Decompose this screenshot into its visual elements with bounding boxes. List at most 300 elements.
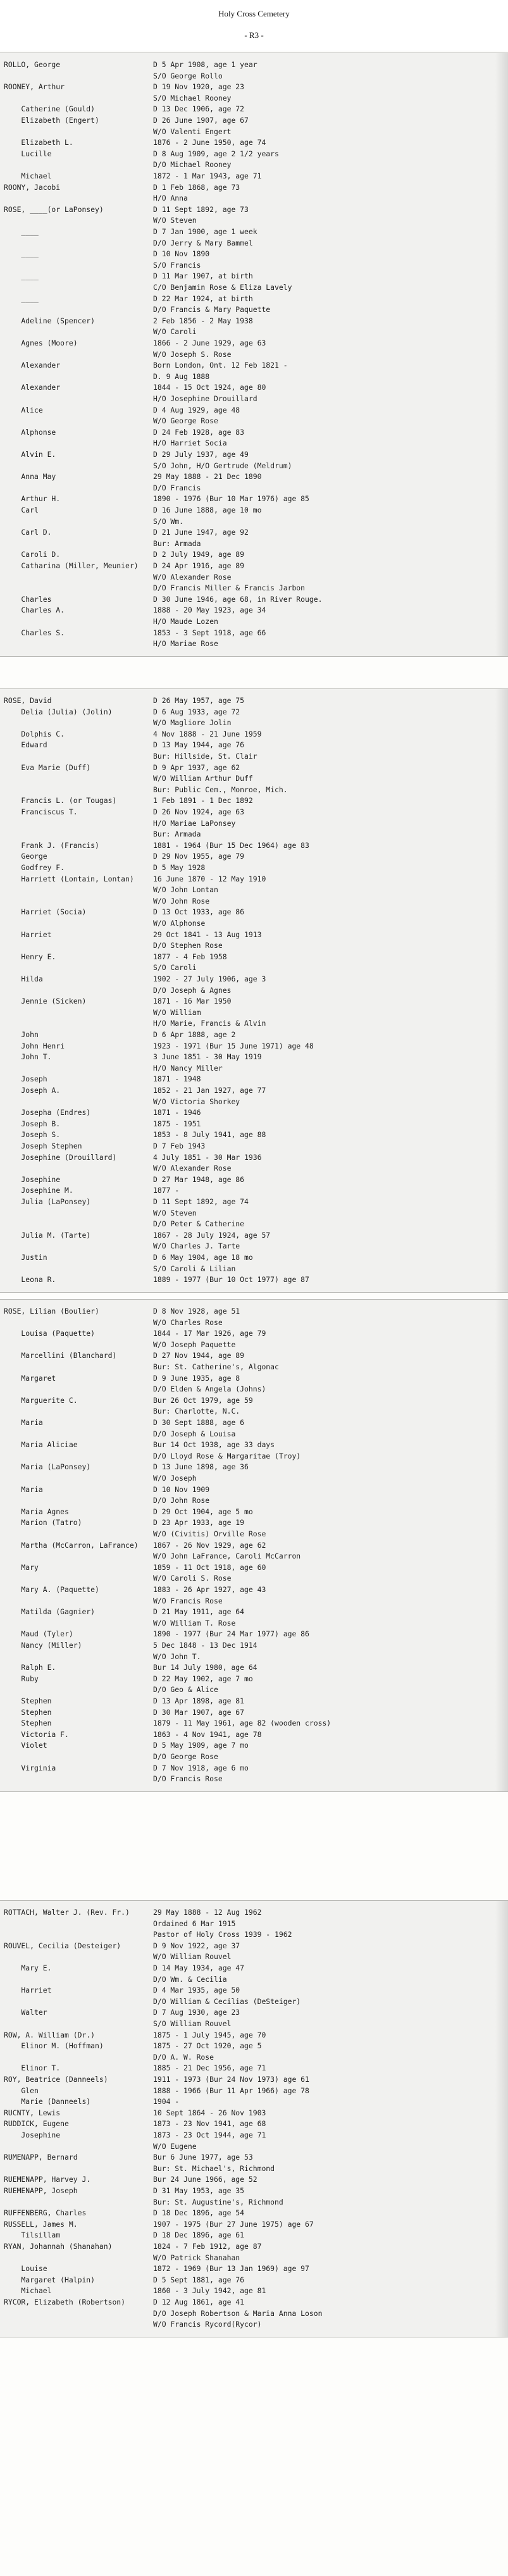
record-line [4, 327, 504, 337]
record-detail: W/O Joseph Paquette [153, 1340, 236, 1349]
record-detail: D 13 Oct 1933, age 86 [153, 907, 245, 916]
record-detail: 10 Sept 1864 - 26 Nov 1903 [153, 2108, 266, 2117]
record-name: ____ [4, 271, 39, 280]
record-line [4, 1729, 504, 1739]
record-detail: 29 May 1888 - 21 Dec 1890 [153, 472, 262, 481]
record-name: Nancy (Miller) [4, 1641, 82, 1650]
record-name: ____ [4, 227, 39, 236]
record-detail: D 9 Nov 1922, age 37 [153, 1941, 240, 1950]
record-detail: C/O Benjamin Rose & Eliza Lavely [153, 283, 292, 292]
record-name: Anna May [4, 472, 56, 481]
record-detail: 1867 - 26 Nov 1929, age 62 [153, 1541, 266, 1550]
record-detail: 1875 - 1 July 1945, age 70 [153, 2031, 266, 2039]
record-line [4, 1219, 504, 1229]
record-detail: Bur 26 Oct 1979, age 59 [153, 1396, 253, 1405]
record-name: RYCOR, Elizabeth (Robertson) [4, 2298, 126, 2306]
record-name: ROSE, Lilian (Boulier) [4, 1307, 99, 1316]
record-name: Joseph S. [4, 1130, 61, 1139]
record-line [4, 1951, 504, 1962]
record-detail: 1877 - [153, 1186, 180, 1195]
record-detail: Ordained 6 Mar 1915 [153, 1919, 236, 1928]
record-line [4, 115, 504, 125]
record-line [4, 2319, 504, 2329]
record-detail: 1872 - 1969 (Bur 13 Jan 1969) age 97 [153, 2264, 309, 2273]
record-detail: W/O Caroli S. Rose [153, 1574, 232, 1583]
record-detail: 1875 - 27 Oct 1920, age 5 [153, 2041, 262, 2050]
record-detail: D/O Joseph Robertson & Maria Anna Loson [153, 2309, 323, 2318]
record-detail: D 13 Apr 1898, age 81 [153, 1696, 245, 1705]
record-name: Frank J. (Francis) [4, 841, 99, 850]
record-detail: 1890 - 1976 (Bur 10 Mar 1976) age 85 [153, 494, 309, 503]
record-line [4, 940, 504, 950]
record-line [4, 1018, 504, 1028]
record-name: Marion (Tatro) [4, 1518, 82, 1527]
record-line [4, 1573, 504, 1583]
record-detail: D/O Lloyd Rose & Margaritae (Troy) [153, 1452, 301, 1460]
record-detail: D/O George Rose [153, 1752, 218, 1761]
record-detail: 1904 - [153, 2097, 180, 2106]
record-detail: 1875 - 1951 [153, 1119, 201, 1128]
record-detail: 16 June 1870 - 12 May 1910 [153, 874, 266, 883]
record-line [4, 1640, 504, 1650]
record-detail: D 26 May 1957, age 75 [153, 696, 245, 705]
record-detail: 1877 - 4 Feb 1958 [153, 952, 227, 961]
record-line [4, 1264, 504, 1274]
record-line [4, 2141, 504, 2151]
record-name: ROSE, David [4, 696, 52, 705]
record-detail: 1860 - 3 July 1942, age 81 [153, 2286, 266, 2295]
record-detail: H/O Anna [153, 194, 188, 202]
record-name: RUSSELL, James M. [4, 2220, 78, 2229]
record-name: Joseph A. [4, 1086, 61, 1095]
record-name: Glen [4, 2086, 39, 2095]
record-line [4, 1484, 504, 1495]
record-name: RYAN, Johannah (Shanahan) [4, 2242, 113, 2251]
record-line [4, 1141, 504, 1151]
record-detail: S/O John, H/O Gertrude (Meldrum) [153, 461, 292, 470]
record-name: Carl [4, 506, 39, 514]
record-line [4, 1696, 504, 1706]
record-name: Josephine M. [4, 1186, 73, 1195]
record-name: Alice [4, 406, 43, 414]
record-detail: W/O John T. [153, 1652, 201, 1661]
record-detail: Bur 6 June 1977, age 53 [153, 2153, 253, 2162]
record-line [4, 1517, 504, 1528]
record-name: Josephine [4, 2131, 61, 2139]
record-line [4, 416, 504, 426]
record-line [4, 494, 504, 504]
record-line [4, 2119, 504, 2129]
record-detail: D 24 Apr 1916, age 89 [153, 561, 245, 570]
record-line [4, 605, 504, 615]
record-line [4, 1052, 504, 1062]
record-detail: S/O Francis [153, 261, 201, 270]
record-line [4, 594, 504, 604]
record-line [4, 572, 504, 582]
record-detail: 1883 - 26 Apr 1927, age 43 [153, 1585, 266, 1594]
record-line [4, 1507, 504, 1517]
record-line [4, 1774, 504, 1784]
record-line [4, 71, 504, 81]
record-detail: W/O Patrick Shanahan [153, 2253, 240, 2262]
record-line [4, 471, 504, 482]
record-name: Alexander [4, 383, 61, 392]
record-line [4, 1429, 504, 1439]
record-name: Caroli D. [4, 550, 61, 559]
record-name: Julia M. (Tarte) [4, 1231, 91, 1240]
record-name: Harriet (Socia) [4, 907, 87, 916]
record-detail: 4 July 1851 - 30 Mar 1936 [153, 1153, 262, 1162]
record-name: Alphonse [4, 428, 56, 437]
record-detail: H/O Josephine Drouillard [153, 394, 257, 403]
record-detail: D 13 June 1898, age 36 [153, 1462, 249, 1471]
record-name: John T. [4, 1052, 52, 1061]
record-detail: 1871 - 1948 [153, 1074, 201, 1083]
record-line [4, 1451, 504, 1461]
record-line [4, 1718, 504, 1728]
record-line [4, 2308, 504, 2318]
record-detail: D/O John Rose [153, 1496, 210, 1505]
record-name: Walter [4, 2008, 47, 2017]
record-name: Maria [4, 1418, 43, 1427]
record-name: Francis L. (or Tougas) [4, 796, 117, 805]
record-line [4, 807, 504, 817]
record-detail: 5 Dec 1848 - 13 Dec 1914 [153, 1641, 257, 1650]
record-detail: 1872 - 1 Mar 1943, age 71 [153, 171, 262, 180]
record-detail: D 12 Aug 1861, age 41 [153, 2298, 245, 2306]
record-line [4, 1941, 504, 1951]
record-line [4, 405, 504, 415]
record-name: Stephen [4, 1719, 52, 1727]
record-line [4, 193, 504, 203]
record-line [4, 1007, 504, 1017]
record-detail: D 8 Aug 1909, age 2 1/2 years [153, 149, 279, 158]
record-detail: W/O William Rouvel [153, 1952, 232, 1961]
record-detail: D/O Francis & Mary Paquette [153, 305, 271, 314]
record-detail: W/O John Lontan [153, 885, 218, 894]
record-name: Alexander [4, 361, 61, 370]
record-detail: D 6 Aug 1933, age 72 [153, 707, 240, 716]
record-name: ROY, Beatrice (Danneels) [4, 2075, 108, 2084]
record-detail: 1890 - 1977 (Bur 24 Mar 1977) age 86 [153, 1629, 309, 1638]
record-detail: D/O Stephen Rose [153, 941, 223, 950]
record-line [4, 2152, 504, 2162]
record-line [4, 952, 504, 962]
record-name: ROSE, ____(or LaPonsey) [4, 205, 104, 214]
record-name: Charles [4, 595, 52, 604]
record-name: Elizabeth L. [4, 138, 73, 147]
record-name: Elizabeth (Engert) [4, 116, 99, 125]
record-line [4, 885, 504, 895]
record-name: RUCNTY, Lewis [4, 2108, 61, 2117]
record-line [4, 862, 504, 873]
record-line [4, 360, 504, 370]
record-detail: D 9 Apr 1937, age 62 [153, 763, 240, 772]
record-detail: W/O Joseph [153, 1474, 197, 1483]
record-line [4, 1406, 504, 1416]
record-detail: D/O Elden & Angela (Johns) [153, 1384, 266, 1393]
record-detail: 1853 - 3 Sept 1918, age 66 [153, 628, 266, 637]
record-name: RUEMENAPP, Harvey J. [4, 2175, 91, 2184]
record-line [4, 449, 504, 459]
record-name: Josephine (Drouillard) [4, 1153, 117, 1162]
record-line [4, 1252, 504, 1262]
record-name: Hilda [4, 974, 43, 983]
record-line [4, 1230, 504, 1240]
record-detail: 1863 - 4 Nov 1941, age 78 [153, 1730, 262, 1739]
record-detail: Bur: St. Augustine's, Richmond [153, 2198, 283, 2206]
record-line [4, 762, 504, 773]
record-detail: 29 Oct 1841 - 13 Aug 1913 [153, 930, 262, 939]
record-detail: D 23 Apr 1933, age 19 [153, 1518, 245, 1527]
record-detail: S/O Caroli [153, 963, 197, 972]
record-detail: D 6 May 1904, age 18 mo [153, 1253, 253, 1262]
record-detail: D/O Jerry & Mary Bammel [153, 239, 253, 247]
record-name: Michael [4, 2286, 52, 2295]
record-line [4, 516, 504, 526]
record-line [4, 549, 504, 559]
record-detail: H/O Harriet Socia [153, 439, 227, 447]
record-name: Violet [4, 1741, 47, 1750]
record-line [4, 1328, 504, 1338]
record-line [4, 1662, 504, 1672]
record-detail: D/O Wm. & Cecilia [153, 1975, 227, 1984]
record-detail: W/O William T. Rose [153, 1619, 236, 1627]
record-name: Leona R. [4, 1275, 56, 1284]
record-line [4, 505, 504, 515]
record-line [4, 2130, 504, 2140]
record-detail: D 30 Mar 1907, age 67 [153, 1708, 245, 1717]
record-detail: W/O Victoria Shorkey [153, 1097, 240, 1106]
record-detail: D 30 Sept 1888, age 6 [153, 1418, 245, 1427]
record-detail: Born London, Ont. 12 Feb 1821 - [153, 361, 288, 370]
record-name: Alvin E. [4, 450, 56, 459]
record-name: Louisa (Paquette) [4, 1329, 96, 1338]
record-name: Maria (LaPonsey) [4, 1462, 91, 1471]
record-line [4, 260, 504, 270]
record-line [4, 1919, 504, 1929]
record-detail: D 2 July 1949, age 89 [153, 550, 245, 559]
record-detail: H/O Mariae Rose [153, 639, 218, 648]
record-name: Maria Agnes [4, 1507, 69, 1516]
record-line [4, 2007, 504, 2017]
record-line [4, 2197, 504, 2207]
record-name: Delia (Julia) (Jolin) [4, 707, 113, 716]
record-line [4, 1752, 504, 1762]
record-line [4, 2253, 504, 2263]
record-name: Dolphis C. [4, 730, 65, 738]
record-name: Godfrey F. [4, 863, 65, 872]
record-line [4, 1274, 504, 1285]
record-line [4, 159, 504, 170]
record-name: Carl D. [4, 528, 52, 537]
record-name: Josephine [4, 1175, 61, 1184]
record-name: RUFFENBERG, Charles [4, 2208, 87, 2217]
record-detail: H/O Marie, Francis & Alvin [153, 1019, 266, 1028]
record-name: Harriet [4, 1986, 52, 1994]
record-detail: D 31 May 1953, age 35 [153, 2186, 245, 2195]
record-line [4, 729, 504, 739]
page-number: - R3 - [244, 30, 264, 40]
record-line [4, 461, 504, 471]
record-name: Charles S. [4, 628, 65, 637]
record-name: Mary A. (Paquette) [4, 1585, 99, 1594]
record-line [4, 907, 504, 917]
record-name: Martha (McCarron, LaFrance) [4, 1541, 139, 1550]
scanned-page [0, 1299, 508, 1792]
record-line [4, 2174, 504, 2184]
record-line [4, 1596, 504, 1606]
record-name: Ruby [4, 1674, 39, 1683]
record-detail: 2 Feb 1856 - 2 May 1938 [153, 316, 253, 325]
record-name: ROONY, Jacobi [4, 183, 61, 192]
record-name: Marcellini (Blanchard) [4, 1351, 117, 1360]
record-detail: D 13 Dec 1906, age 72 [153, 104, 245, 113]
record-detail: D 24 Feb 1928, age 83 [153, 428, 245, 437]
record-line [4, 1317, 504, 1328]
record-detail: Pastor of Holy Cross 1939 - 1962 [153, 1930, 292, 1939]
record-detail: S/O Caroli & Lilian [153, 1264, 236, 1273]
record-detail: D 8 Nov 1928, age 51 [153, 1307, 240, 1316]
record-name: Julia (LaPonsey) [4, 1197, 91, 1206]
record-name: ____ [4, 294, 39, 303]
record-detail: Bur 14 Oct 1938, age 33 days [153, 1440, 275, 1449]
record-detail: 29 May 1888 - 12 Aug 1962 [153, 1908, 262, 1917]
page-header [0, 0, 508, 51]
record-name: George [4, 852, 47, 861]
record-name: RUEMENAPP, Joseph [4, 2186, 78, 2195]
record-line [4, 1362, 504, 1372]
record-line [4, 962, 504, 973]
record-name: Ralph E. [4, 1663, 56, 1672]
record-detail: D 18 Dec 1896, age 54 [153, 2208, 245, 2217]
record-detail: W/O John LaFrance, Caroli McCarron [153, 1552, 301, 1560]
record-detail: 1 Feb 1891 - 1 Dec 1892 [153, 796, 253, 805]
record-detail: D 13 May 1944, age 76 [153, 740, 245, 749]
record-line [4, 538, 504, 549]
record-line [4, 1473, 504, 1483]
record-detail: D 4 Aug 1929, age 48 [153, 406, 240, 414]
record-line [4, 561, 504, 571]
record-line [4, 874, 504, 884]
record-line [4, 1107, 504, 1117]
record-detail: D 26 June 1907, age 67 [153, 116, 249, 125]
record-name: Margaret [4, 1374, 56, 1383]
record-detail: D 5 May 1928 [153, 863, 206, 872]
record-line [4, 2208, 504, 2218]
record-detail: W/O William [153, 1008, 201, 1017]
record-detail: 1888 - 20 May 1923, age 34 [153, 606, 266, 614]
record-detail: 1888 - 1966 (Bur 11 Apr 1966) age 78 [153, 2086, 309, 2095]
record-name: Arthur H. [4, 494, 61, 503]
record-detail: 1885 - 21 Dec 1956, age 71 [153, 2063, 266, 2072]
record-detail: 1859 - 11 Oct 1918, age 60 [153, 1563, 266, 1572]
record-line [4, 740, 504, 750]
record-detail: D 22 May 1902, age 7 mo [153, 1674, 253, 1683]
record-detail: D 7 Nov 1918, age 6 mo [153, 1764, 249, 1772]
record-detail: S/O William Rouvel [153, 2019, 232, 2028]
record-line [4, 59, 504, 70]
record-detail: 1871 - 1946 [153, 1108, 201, 1117]
record-line [4, 1119, 504, 1129]
record-detail: Bur: Armada [153, 539, 201, 548]
record-line [4, 249, 504, 259]
record-line [4, 1996, 504, 2007]
record-detail: D 9 June 1935, age 8 [153, 1374, 240, 1383]
record-line [4, 1462, 504, 1472]
record-line [4, 2219, 504, 2229]
record-detail: D/O William & Cecilias (DeSteiger) [153, 1997, 301, 2006]
record-detail: W/O Francis Rycord(Rycor) [153, 2320, 262, 2329]
record-line [4, 1629, 504, 1639]
record-line [4, 930, 504, 940]
record-line [4, 2041, 504, 2051]
record-line [4, 1163, 504, 1173]
record-name: ROONEY, Arthur [4, 82, 65, 91]
record-detail: D 22 Mar 1924, at birth [153, 294, 253, 303]
record-line [4, 215, 504, 225]
record-detail: W/O Alexander Rose [153, 1164, 232, 1173]
record-detail: W/O Caroli [153, 327, 197, 336]
record-detail: D 11 Sept 1892, age 73 [153, 205, 249, 214]
record-line [4, 1929, 504, 1939]
record-line [4, 1197, 504, 1207]
record-detail: D/O Joseph & Louisa [153, 1429, 236, 1438]
record-line [4, 1551, 504, 1561]
record-line [4, 2052, 504, 2062]
record-line [4, 1963, 504, 1973]
record-name: Stephen [4, 1696, 52, 1705]
record-name: Josepha (Endres) [4, 1108, 91, 1117]
record-detail: W/O Valenti Engert [153, 127, 232, 136]
record-detail: 3 June 1851 - 30 May 1919 [153, 1052, 262, 1061]
record-line [4, 718, 504, 728]
record-detail: W/O Eugene [153, 2142, 197, 2151]
record-line [4, 2297, 504, 2307]
record-line [4, 2086, 504, 2096]
record-line [4, 1907, 504, 1917]
record-line [4, 1652, 504, 1662]
record-line [4, 974, 504, 984]
record-detail: D 27 Mar 1948, age 86 [153, 1175, 245, 1184]
record-detail: D 19 Nov 1920, age 23 [153, 82, 245, 91]
record-detail: D/O Francis Miller & Francis Jarbon [153, 583, 306, 592]
record-detail: D/O Michael Rooney [153, 160, 232, 169]
record-name: Victoria F. [4, 1730, 69, 1739]
record-name: Elinor T. [4, 2063, 61, 2072]
record-detail: 1866 - 2 June 1929, age 63 [153, 339, 266, 347]
record-detail: D 26 Nov 1924, age 63 [153, 807, 245, 816]
record-name: Elinor M. (Hoffman) [4, 2041, 104, 2050]
record-detail: D/O Francis [153, 483, 201, 492]
record-name: ROW, A. William (Dr.) [4, 2031, 96, 2039]
record-line [4, 1306, 504, 1316]
record-detail: 1852 - 21 Jan 1927, age 77 [153, 1086, 266, 1095]
record-name: Maria [4, 1485, 43, 1494]
record-detail: W/O Charles J. Tarte [153, 1241, 240, 1250]
record-line [4, 1185, 504, 1195]
record-line [4, 785, 504, 795]
record-name: Catherine (Gould) [4, 104, 96, 113]
record-line [4, 1129, 504, 1140]
record-line [4, 294, 504, 304]
record-line [4, 1208, 504, 1218]
record-line [4, 316, 504, 326]
record-line [4, 2108, 504, 2118]
record-line [4, 2030, 504, 2040]
record-line [4, 773, 504, 783]
record-detail: H/O Nancy Miller [153, 1064, 223, 1073]
